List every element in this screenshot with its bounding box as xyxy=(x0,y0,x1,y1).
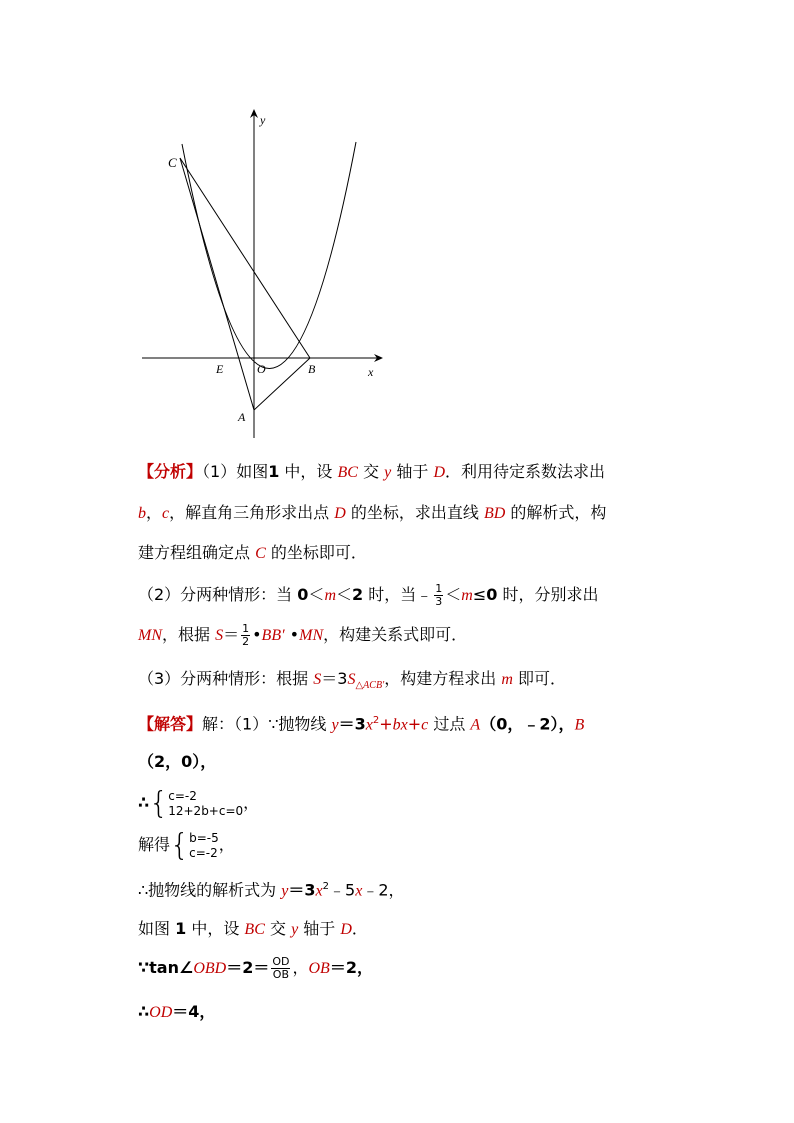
equation-system-1: c=-2 12+2b+c=0 xyxy=(168,788,244,818)
solution-line-6: 如图 1 中，设 BC 交 y 轴于 D． xyxy=(138,919,368,938)
label-c: C xyxy=(168,155,177,170)
solution-line-1: 【解答】解：（1）∵抛物线 $y=3x^2+bx+c$ 过点 A（0，﹣2），B xyxy=(138,714,585,734)
solution-line-4: 解得{ b=-5 c=-2 ， xyxy=(138,827,235,863)
brace-icon: { xyxy=(149,785,169,821)
analysis-line-2: b，c，解直角三角形求出点 D 的坐标，求出直线 BD 的解析式，构 xyxy=(138,503,607,522)
solution-tag: 【解答】 xyxy=(138,714,203,734)
analysis-line-5: MN，根据 S＝ $\frac{1}{2}$ •BB′ •MN，构建关系式即可． xyxy=(138,622,468,648)
solution-line-2: （2，0）， xyxy=(138,752,217,771)
fraction-od-ob: $\frac{OD}{OB}$ xyxy=(272,955,290,981)
solution-line-7: ∵tan∠OBD＝2＝ $\frac{OD}{OB}$ ，OB＝2， xyxy=(138,955,373,981)
label-o: O xyxy=(257,362,266,376)
analysis-line-3: 建方程组确定点 C 的坐标即可． xyxy=(138,543,367,562)
analysis-tag: 【分析】 xyxy=(138,462,203,481)
label-x: x xyxy=(368,365,374,379)
segment-cb xyxy=(180,158,310,358)
analysis-line-1: 【分析】（1）如图1 中，设 BC 交 y 轴于 D．利用待定系数法求出 xyxy=(138,462,606,481)
fraction-one-half: $\frac{1}{2}$ xyxy=(242,622,250,648)
analysis-line-6: （3）分两种情形：根据 $S=3S_{\triangle ACB'}$，构建方程求出 m 即可． xyxy=(138,669,566,692)
brace-icon: { xyxy=(170,827,190,863)
label-b: B xyxy=(308,362,316,376)
solution-line-3: ∴{ c=-2 12+2b+c=0 ， xyxy=(138,785,260,821)
solution-line-8: ∴OD＝4， xyxy=(138,1002,216,1021)
fraction-one-third: $\frac{1}{3}$ xyxy=(435,582,443,608)
label-a: A xyxy=(238,410,246,424)
equation-system-2: b=-5 c=-2 xyxy=(189,830,219,860)
parabola-figure xyxy=(130,100,400,445)
analysis-line-4: （2）分两种情形：当 0＜m＜2 时，当﹣ $\frac{1}{3}$ ＜m≤0 时，分别求出 xyxy=(138,582,599,608)
solution-line-5: ∴抛物线的解析式为 $y=3x^2﹣5x﹣2$， xyxy=(138,880,405,900)
label-e: E xyxy=(216,362,224,376)
label-y: y xyxy=(260,113,266,127)
